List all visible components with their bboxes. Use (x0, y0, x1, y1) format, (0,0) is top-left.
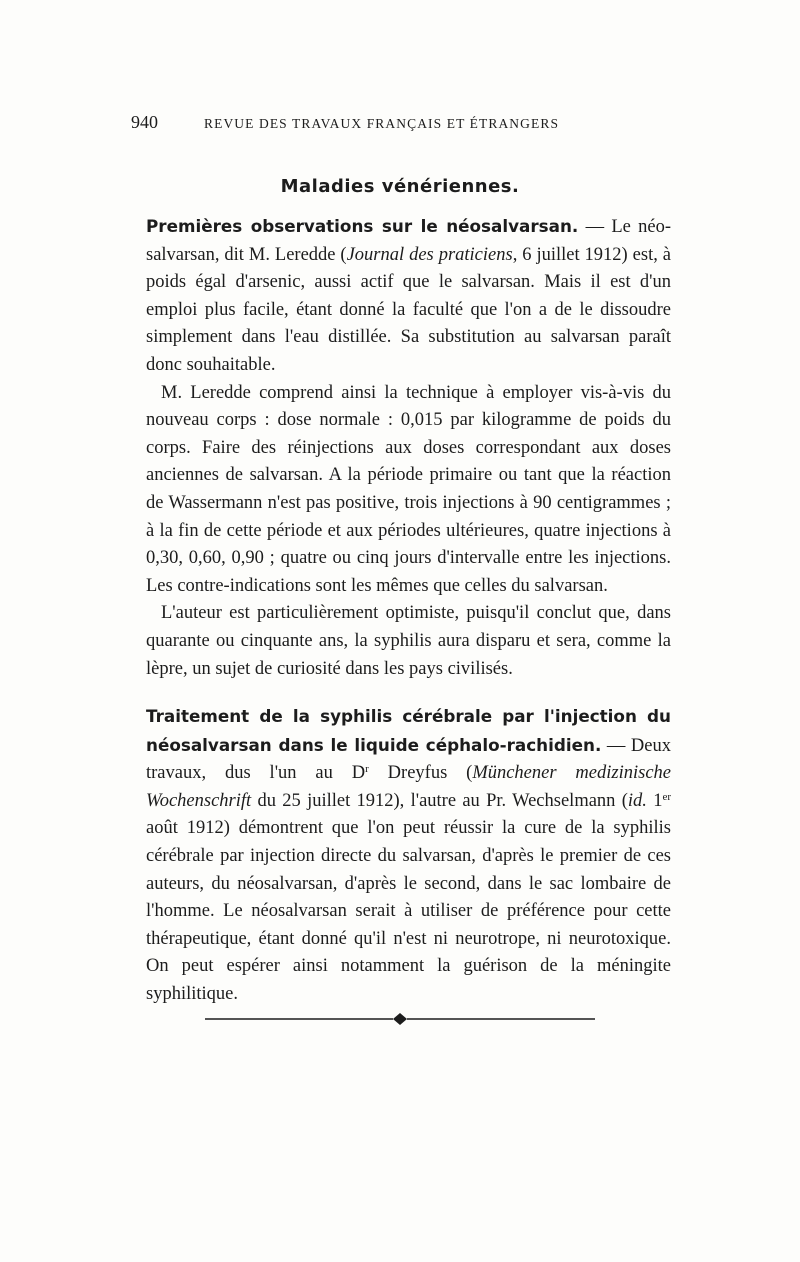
section-title: Maladies vénériennes. (280, 176, 520, 197)
article-paragraph: M. Leredde comprend ainsi la technique à employer vis-à-vis du nouveau corps : dose normale : 0,015 par kilogramme de poids du corps. Faire des réinjections aux doses correspondant aux doses anciennes de salvarsan. A la période primaire ou tant que la réaction de Wassermann n'est pas positive, trois injections à 90 centigrammes ; à la fin de cette période et aux périodes ultérieures, quatre injections à 0,30, 0,60, 0,90 ; quatre ou cinq jours d'intervalle entre les injections. Les contre-indications sont les mêmes que celles du salvarsan. (146, 382, 671, 596)
article-neosalvarsan-first-observations (146, 213, 671, 683)
diamond-icon (393, 1013, 407, 1025)
journal-title: Münchener medizinische Wochenschrift (146, 763, 671, 811)
article-title: Premières observations sur le néosalvarsan. (146, 216, 579, 236)
paragraph-text: Dreyfus ( (368, 763, 473, 784)
paragraph-text: 1 (646, 790, 663, 811)
paragraph-text: — Le néo-salvarsan, dit M. Leredde ( (146, 217, 671, 265)
page-header (131, 112, 671, 142)
article-cerebral-syphilis-treatment (146, 703, 671, 1009)
article-paragraph (146, 213, 671, 380)
paragraph-text: , 6 juillet 1912) est, à poids égal d'arsenic, aussi actif que le salvarsan. Mais il est d'un emploi plus facile, étant donné la faculté que l'on a de le dissoudre simplement dans l'eau distillée. Sa substitution au salvarsan paraît donc souhaitable. (146, 244, 671, 375)
superscript: er (662, 790, 671, 803)
page-number: 940 (131, 112, 158, 132)
running-head: REVUE DES TRAVAUX FRANÇAIS ET ÉTRANGERS (204, 116, 560, 131)
superscript: r (365, 763, 369, 776)
article-paragraph (146, 703, 671, 1009)
paragraph-text: — Deux travaux, dus l'un au D (146, 735, 671, 784)
paragraph-text: août 1912) démontrent que l'on peut réussir la cure de la syphilis cérébrale par injection directe du salvarsan, d'après le premier de ces auteurs, du néosalvarsan, d'après le second, dans le sac lombaire de l'homme. Le néosalvarsan serait à utiliser de préférence pour cette thérapeutique, étant donné qu'il n'est ni neurotrope, ni neurotoxique. On peut espérer ainsi notamment la guérison de la méningite syphilitique. (146, 818, 671, 1004)
article-paragraph: L'auteur est particulièrement optimiste, puisqu'il conclut que, dans quarante ou cinquante ans, la syphilis aura disparu et sera, comme la lèpre, un sujet de curiosité dans les pays civilisés. (146, 603, 671, 679)
paragraph-text: du 25 juillet 1912), l'autre au Pr. Wechselmann ( (251, 790, 628, 811)
journal-title: Journal des praticiens (346, 244, 513, 265)
journal-abbreviation: id. (627, 790, 647, 811)
article-title: Traitement de la syphilis cérébrale par l'injection du néosalvarsan dans le liquide céphalo-rachidien. (146, 706, 671, 755)
divider-ornament (205, 1012, 595, 1026)
